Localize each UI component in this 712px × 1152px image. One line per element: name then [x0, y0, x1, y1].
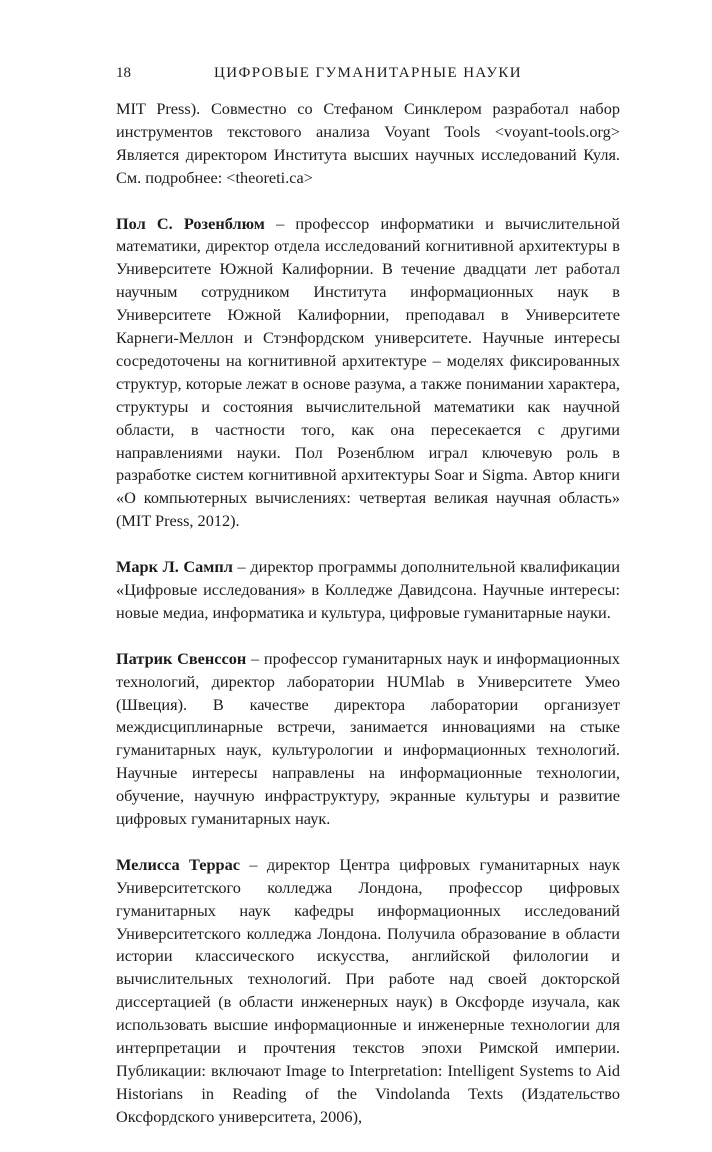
bio-paragraph-rosenbloom: [116, 213, 620, 534]
bio-name: Патрик Свенссон: [116, 648, 247, 668]
page-header: [116, 62, 620, 84]
page-number: 18: [116, 65, 131, 81]
bio-paragraph-svensson: [116, 648, 620, 831]
bio-name: Пол С. Розенблюм: [116, 213, 265, 233]
paragraph-continuation: [116, 98, 620, 190]
bio-text: – профессор информатики и вычислительной математики, директор отдела исследований когнитивной архитектуры в Университете Южной Калифорнии. В течение двадцати лет работал научным сотрудником Института информационных наук в Университете Южной Калифорнии, преподавал в Университете Карнеги-Меллон и Стэнфордском университете. Научные интересы сосредоточены на когнитивной архитектуре – моделях фиксированных структур, которые лежат в основе разума, а также понимании характера, структуры и состояния вычислительной математики как научной области, в частности того, как она пересекается с другими направлениями науки. Пол Розенблюм играл ключевую роль в разработке систем когнитивной архитектуры Soar и Sigma. Автор книги «О компьютерных вычислениях: четвертая великая научная область» (MIT Press, 2012).: [116, 213, 620, 531]
bio-paragraph-terras: [116, 854, 620, 1129]
bio-name: Мелисса Террас: [116, 854, 240, 874]
body-text: [116, 98, 620, 1152]
bio-name: Марк Л. Сампл: [116, 557, 233, 577]
bio-text: – директор программы дополнительной квалификации «Цифровые исследования» в Колледже Давидсона. Научные интересы: новые медиа, информатика и культура, цифровые гуманитарные науки.: [116, 557, 620, 622]
paragraph-text: MIT Press). Совместно со Стефаном Синклером разработал набор инструментов текстового анализа Voyant Tools <voyant-tools.org> Является директором Института высших научных исследований Куля. См. подробнее: <theoreti.ca>: [116, 99, 620, 187]
bio-text: – профессор гуманитарных наук и информационных технологий, директор лаборатории HUMlab в Университете Умео (Швеция). В качестве директора лаборатории организует междисциплинарные встречи, занимается инновациями на стыке гуманитарных наук, культурологии и информационных технологий. Научные интересы направлены на информационные технологии, обучение, научную инфраструктуру, экранные культуры и развитие цифровых гуманитарных наук.: [116, 648, 620, 829]
running-title: ЦИФРОВЫЕ ГУМАНИТАРНЫЕ НАУКИ: [213, 65, 523, 81]
bio-text: – директор Центра цифровых гуманитарных наук Университетского колледжа Лондона, профессор цифровых гуманитарных наук кафедры информационных исследований Университетского колледжа Лондона. Получила образование в области истории классического искусства, английской филологии и вычислительных технологий. При работе над своей докторской диссертацией (в области инженерных наук) в Оксфорде изучала, как использовать высшие информационные и инженерные технологии для интерпретации и прочтения текстов эпохи Римской империи. Публикации: включают Image to Interpretation: Intelligent Systems to Aid Historians in Reading of the Vindolanda Texts (Издательство Оксфордского университета, 2006),: [116, 854, 620, 1126]
bio-paragraph-sample: [116, 556, 620, 625]
